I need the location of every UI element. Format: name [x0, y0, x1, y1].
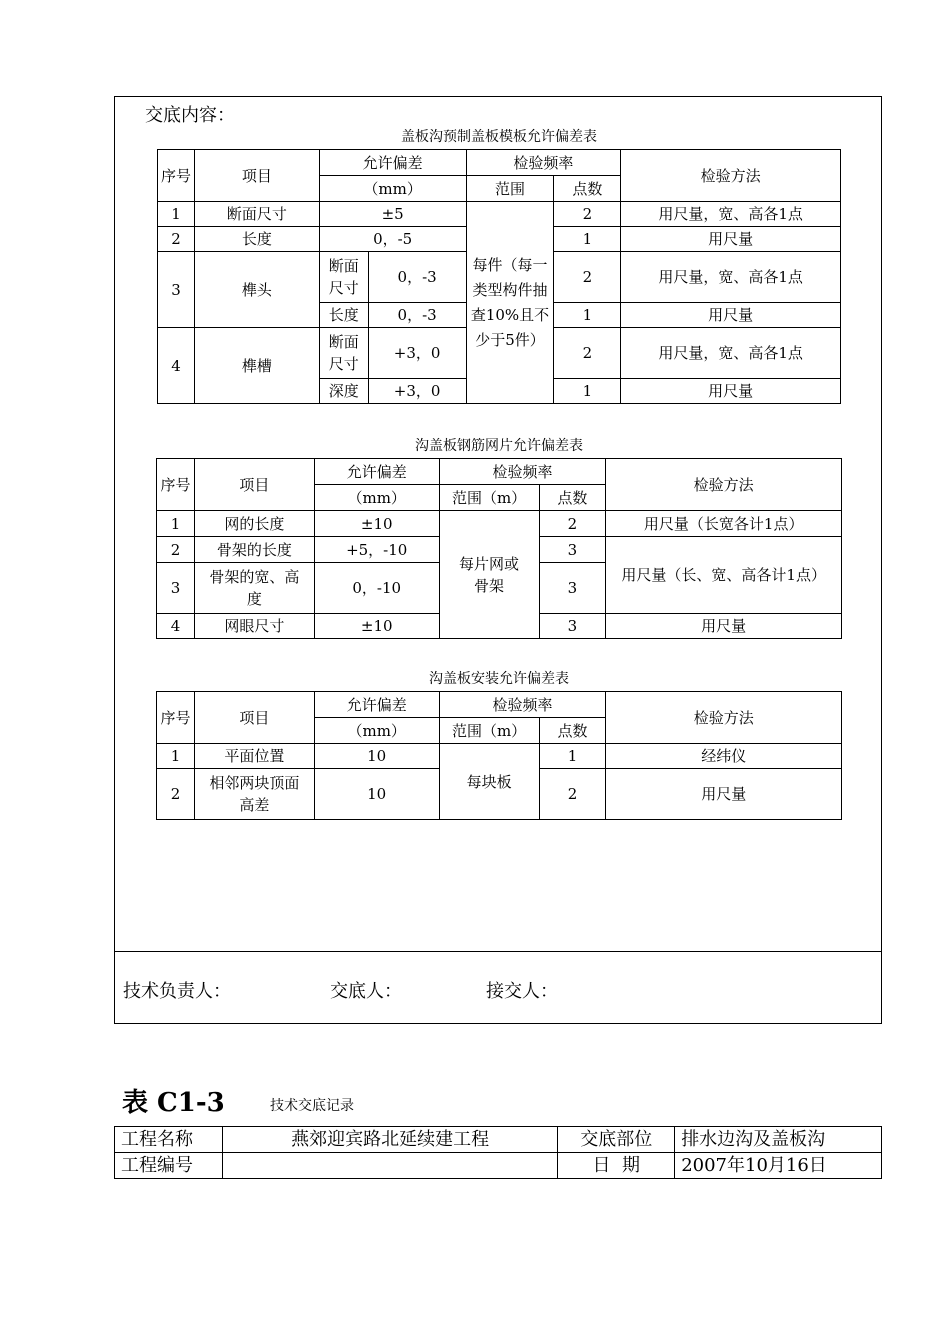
- header-tolerance: 允许偏差: [314, 459, 439, 485]
- project-name-label: 工程名称: [115, 1127, 223, 1153]
- discloser-label: 交底人：: [330, 981, 402, 1002]
- part-label: 交底部位: [558, 1127, 675, 1153]
- project-name-value: 燕郊迎宾路北延续建工程: [222, 1127, 557, 1153]
- table-cell: 骨架的长度: [194, 537, 314, 563]
- table-cell: 0，-5: [319, 227, 466, 252]
- table-cell: 断面尺寸: [319, 252, 368, 303]
- date-label: 日 期: [558, 1153, 675, 1179]
- table-cell: 网眼尺寸: [194, 614, 314, 639]
- table-cell: 长度: [319, 303, 368, 328]
- table-cell: 用尺量: [621, 379, 841, 404]
- table-cell: 2: [157, 537, 195, 563]
- header-range: 范围（m）: [439, 718, 539, 744]
- table-cell: 3: [158, 252, 195, 328]
- table-cell: 10: [314, 769, 439, 820]
- header-unit: （mm）: [314, 718, 439, 744]
- header-item: 项目: [194, 692, 314, 744]
- header-points: 点数: [539, 485, 606, 511]
- table-cell: ±5: [319, 202, 466, 227]
- header-item: 项目: [194, 150, 319, 202]
- table-cell: 2: [554, 252, 621, 303]
- table-cell: 用尺量: [621, 227, 841, 252]
- table-cell: 4: [158, 328, 195, 404]
- table-cell: 3: [539, 563, 606, 614]
- table-cell: 榫槽: [194, 328, 319, 404]
- table-cell: 3: [157, 563, 195, 614]
- header-range: 范围: [466, 176, 554, 202]
- header-item: 项目: [194, 459, 314, 511]
- range-cell: 每块板: [439, 744, 539, 820]
- project-no-value: [222, 1153, 557, 1179]
- header-points: 点数: [539, 718, 606, 744]
- table-cell: 断面尺寸: [319, 328, 368, 379]
- header-method: 检验方法: [606, 692, 842, 744]
- table3-caption: 沟盖板安装允许偏差表: [429, 671, 569, 687]
- table-cell: 2: [157, 769, 195, 820]
- table-cell: 1: [157, 511, 195, 537]
- header-method: 检验方法: [621, 150, 841, 202]
- table-cell: 骨架的宽、高度: [194, 563, 314, 614]
- header-seq: 序号: [158, 150, 195, 202]
- header-frequency: 检验频率: [439, 459, 606, 485]
- disclosure-content-box: [114, 96, 882, 1024]
- header-frequency: 检验频率: [439, 692, 606, 718]
- header-tolerance: 允许偏差: [314, 692, 439, 718]
- date-value: 2007年10月16日: [675, 1153, 882, 1179]
- table-cell: 2: [554, 202, 621, 227]
- table-cell: 榫头: [194, 252, 319, 328]
- signature-divider: [115, 951, 881, 952]
- table-cell: 用尺量，宽、高各1点: [621, 252, 841, 303]
- header-points: 点数: [554, 176, 621, 202]
- table-cell: 用尺量，宽、高各1点: [621, 328, 841, 379]
- header-seq: 序号: [157, 459, 195, 511]
- form-code: 表 C1-3: [122, 1088, 225, 1118]
- table-cell: 用尺量（长宽各计1点）: [606, 511, 842, 537]
- header-range: 范围（m）: [439, 485, 539, 511]
- header-tolerance: 允许偏差: [319, 150, 466, 176]
- project-header-table: [114, 1126, 882, 1179]
- table-cell: ±10: [314, 511, 439, 537]
- table-cell: 用尺量，宽、高各1点: [621, 202, 841, 227]
- table2-rebar-mesh-tolerance: [156, 458, 842, 639]
- table-cell: 网的长度: [194, 511, 314, 537]
- table-cell: 1: [554, 379, 621, 404]
- table3-installation-tolerance: [156, 691, 842, 820]
- table1-formwork-tolerance: [157, 149, 841, 404]
- table-cell: 1: [554, 227, 621, 252]
- table-cell: 经纬仪: [606, 744, 842, 769]
- table-cell: 2: [158, 227, 195, 252]
- form-subtitle: 技术交底记录: [270, 1098, 354, 1114]
- header-seq: 序号: [157, 692, 195, 744]
- table-cell: 平面位置: [194, 744, 314, 769]
- table-cell: 1: [157, 744, 195, 769]
- table-cell: 1: [554, 303, 621, 328]
- table-cell: 0，-3: [368, 252, 466, 303]
- range-cell: 每件（每一类型构件抽查10%且不少于5件）: [466, 202, 554, 404]
- table-cell: +5，-10: [314, 537, 439, 563]
- table-cell: 1: [158, 202, 195, 227]
- part-value: 排水边沟及盖板沟: [675, 1127, 882, 1153]
- table-cell: 用尺量: [621, 303, 841, 328]
- table-cell: 深度: [319, 379, 368, 404]
- table-cell: 2: [554, 328, 621, 379]
- table-cell: 2: [539, 511, 606, 537]
- table-cell: 0，-10: [314, 563, 439, 614]
- intro-label: 交底内容：: [145, 105, 235, 126]
- table-cell: 长度: [194, 227, 319, 252]
- header-frequency: 检验频率: [466, 150, 621, 176]
- table-cell: 3: [539, 537, 606, 563]
- table-cell: 用尺量（长、宽、高各计1点）: [606, 537, 842, 614]
- table-cell: 用尺量: [606, 614, 842, 639]
- table-cell: 10: [314, 744, 439, 769]
- table-cell: 4: [157, 614, 195, 639]
- tech-lead-label: 技术负责人：: [123, 981, 231, 1002]
- table-cell: 用尺量: [606, 769, 842, 820]
- range-cell: 每片网或骨架: [439, 511, 539, 639]
- project-no-label: 工程编号: [115, 1153, 223, 1179]
- table-cell: 2: [539, 769, 606, 820]
- table-cell: 0，-3: [368, 303, 466, 328]
- header-unit: （mm）: [314, 485, 439, 511]
- table-cell: ±10: [314, 614, 439, 639]
- table-cell: 1: [539, 744, 606, 769]
- table2-caption: 沟盖板钢筋网片允许偏差表: [415, 438, 583, 454]
- table-cell: 3: [539, 614, 606, 639]
- table-cell: 相邻两块顶面高差: [194, 769, 314, 820]
- table-cell: +3，0: [368, 379, 466, 404]
- table-cell: +3，0: [368, 328, 466, 379]
- header-unit: （mm）: [319, 176, 466, 202]
- header-method: 检验方法: [606, 459, 842, 511]
- table-cell: 断面尺寸: [194, 202, 319, 227]
- table1-caption: 盖板沟预制盖板模板允许偏差表: [401, 129, 597, 145]
- receiver-label: 接交人：: [486, 981, 558, 1002]
